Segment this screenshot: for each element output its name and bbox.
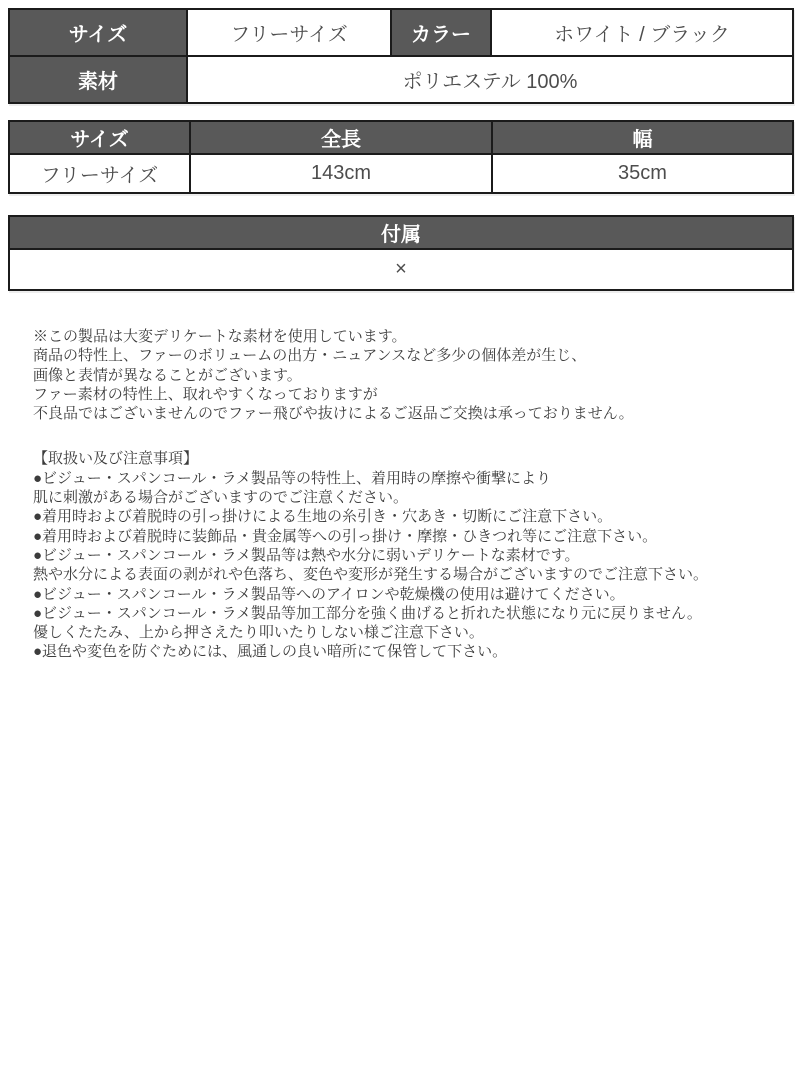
measure-length-cell: 143cm — [190, 154, 492, 193]
note-line: 肌に刺激がある場合がございますのでご注意ください。 — [33, 489, 409, 507]
measure-header-size: サイズ — [9, 121, 190, 154]
material-label-cell: 素材 — [9, 56, 187, 103]
notes-section — [33, 327, 770, 662]
accessory-table — [8, 215, 794, 291]
measure-size-cell: フリーサイズ — [9, 154, 190, 193]
table-row — [9, 56, 793, 103]
handling-precautions — [33, 449, 770, 661]
table-row — [9, 9, 793, 56]
accessory-header-cell: 付属 — [9, 216, 793, 249]
table-header-row — [9, 216, 793, 249]
accessory-value-cell: × — [9, 249, 793, 290]
note-line: ●着用時および着脱時の引っ掛けによる生地の糸引き・穴あき・切断にご注意下さい。 — [33, 508, 613, 526]
note-line: ファー素材の特性上、取れやすくなっておりますが — [33, 385, 378, 403]
note-line: 商品の特性上、ファーのボリュームの出方・ニュアンスなど多少の個体差が生じ、 — [33, 347, 587, 365]
handling-title: 【取扱い及び注意事項】 — [33, 450, 199, 468]
measure-width-cell: 35cm — [492, 154, 793, 193]
color-value-cell: ホワイト / ブラック — [491, 9, 793, 56]
material-value-cell: ポリエステル 100% — [187, 56, 793, 103]
note-line: ●ビジュー・スパンコール・ラメ製品等の特性上、着用時の摩擦や衝撃により — [33, 469, 552, 487]
table-header-row — [9, 121, 793, 154]
note-line: ※この製品は大変デリケートな素材を使用しています。 — [33, 328, 407, 345]
measure-header-length: 全長 — [190, 121, 492, 154]
table-row — [9, 154, 793, 193]
note-line: ●着用時および着脱時に装飾品・貴金属等への引っ掛け・摩擦・ひきつれ等にご注意下さい。 — [33, 527, 658, 545]
note-line: ●退色や変色を防ぐためには、風通しの良い暗所にて保管して下さい。 — [33, 643, 508, 661]
note-line: ●ビジュー・スパンコール・ラメ製品等加工部分を強く曲げると折れた状態になり元に戻りません。 — [33, 604, 702, 622]
size-label-cell: サイズ — [9, 9, 187, 56]
note-line: ●ビジュー・スパンコール・ラメ製品等へのアイロンや乾燥機の使用は避けてください。 — [33, 585, 625, 603]
measurements-table — [8, 120, 794, 194]
note-line: 不良品ではございませんのでファー飛びや抜けによるご返品ご交換は承っておりません。 — [33, 405, 634, 423]
note-line: 優しくたたみ、上から押さえたり叩いたりしない様ご注意下さい。 — [33, 624, 484, 642]
note-line: 画像と表情が異なることがございます。 — [33, 366, 302, 384]
color-label-cell: カラー — [391, 9, 491, 56]
note-line: ●ビジュー・スパンコール・ラメ製品等は熱や水分に弱いデリケートな素材です。 — [33, 546, 580, 564]
size-value-cell: フリーサイズ — [187, 9, 391, 56]
note-line: 熱や水分による表面の剥がれや色落ち、変色や変形が発生する場合がございますのでご注意下さい。 — [33, 566, 709, 584]
spec-tables-area — [0, 0, 800, 291]
measure-header-width: 幅 — [492, 121, 793, 154]
table-row — [9, 249, 793, 290]
fur-material-note — [33, 327, 770, 423]
size-color-material-table — [8, 8, 794, 104]
